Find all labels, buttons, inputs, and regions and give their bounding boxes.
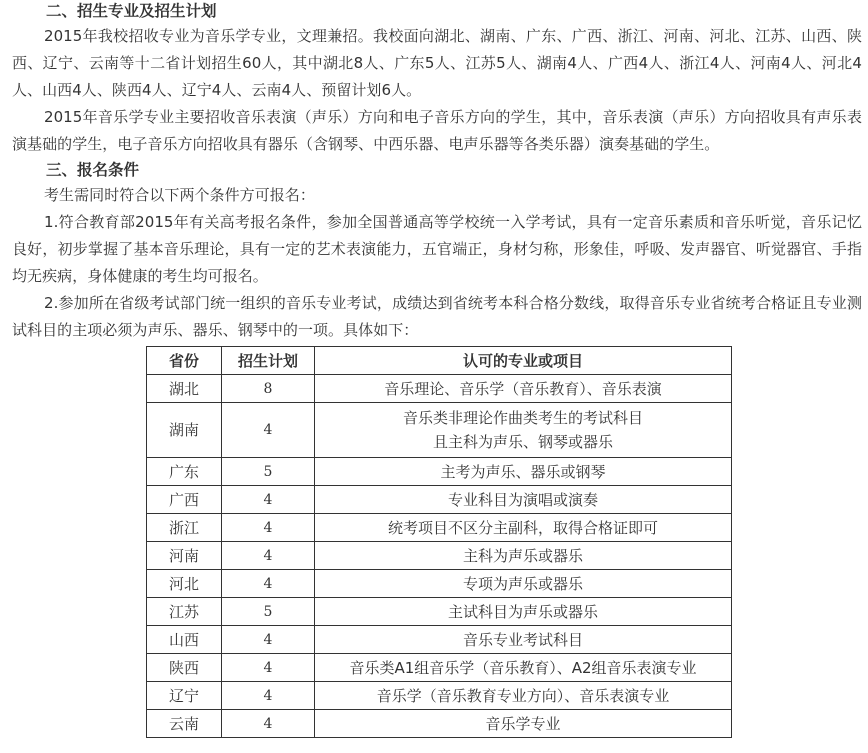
item-cell: 音乐类A1组音乐学（音乐教育）、A2组音乐表演专业 xyxy=(315,654,732,682)
table-row xyxy=(147,458,732,486)
item-cell: 主考为声乐、器乐或钢琴 xyxy=(315,458,732,486)
table-row xyxy=(147,710,732,738)
item-cell: 音乐学专业 xyxy=(315,710,732,738)
table-row xyxy=(147,403,732,458)
plan-cell: 5 xyxy=(222,458,315,486)
province-cell: 湖南 xyxy=(147,403,222,458)
plan-cell: 4 xyxy=(222,403,315,458)
enrollment-paragraph-2: 2015年音乐学专业主要招收音乐表演（声乐）方向和电子音乐方向的学生，其中，音乐表演（声乐）方向招收具有声乐表演基础的学生，电子音乐方向招收具有器乐（含钢琴、中西乐器、电声乐器等各类乐器）演奏基础的学生。 xyxy=(12,108,862,153)
section-title-requirements: 三、报名条件 xyxy=(46,161,140,179)
table-row xyxy=(147,598,732,626)
plan-cell: 5 xyxy=(222,598,315,626)
plan-cell: 4 xyxy=(222,682,315,710)
province-cell: 浙江 xyxy=(147,514,222,542)
item-cell: 音乐理论、音乐学（音乐教育）、音乐表演 xyxy=(315,375,732,403)
plan-cell: 4 xyxy=(222,626,315,654)
section-title-enrollment-plan: 二、招生专业及招生计划 xyxy=(46,2,217,20)
province-cell: 山西 xyxy=(147,626,222,654)
province-cell: 河北 xyxy=(147,570,222,598)
table-header-row xyxy=(147,347,732,375)
item-cell: 音乐学（音乐教育专业方向）、音乐表演专业 xyxy=(315,682,732,710)
province-cell: 湖北 xyxy=(147,375,222,403)
plan-cell: 4 xyxy=(222,570,315,598)
requirement-2: 2.参加所在省级考试部门统一组织的音乐专业考试，成绩达到省统考本科合格分数线，取得音乐专业省统考合格证且专业测试科目的主项必须为声乐、器乐、钢琴中的一项。具体如下： xyxy=(12,294,862,339)
province-cell: 陕西 xyxy=(147,654,222,682)
item-cell xyxy=(315,403,732,458)
plan-cell: 4 xyxy=(222,542,315,570)
item-cell: 专项为声乐或器乐 xyxy=(315,570,732,598)
plan-cell: 4 xyxy=(222,486,315,514)
province-cell: 广西 xyxy=(147,486,222,514)
plan-cell: 4 xyxy=(222,710,315,738)
item-cell: 主试科目为声乐或器乐 xyxy=(315,598,732,626)
table-row xyxy=(147,654,732,682)
table-row xyxy=(147,682,732,710)
plan-cell: 4 xyxy=(222,514,315,542)
province-cell: 河南 xyxy=(147,542,222,570)
column-header-accepted-items: 认可的专业或项目 xyxy=(315,347,732,375)
province-quota-table xyxy=(146,346,732,738)
column-header-plan: 招生计划 xyxy=(222,347,315,375)
enrollment-paragraph-1: 2015年我校招收专业为音乐学专业，文理兼招。我校面向湖北、湖南、广东、广西、浙江、河南、河北、江苏、山西、陕西、辽宁、云南等十二省计划招生60人，其中湖北8人、广东5人、江苏5人、湖南4人、广西4人、浙江4人、河南4人、河北4人、山西4人、陕西4人、辽宁4人、云南4人、预留计划6人。 xyxy=(12,27,862,99)
requirement-1: 1.符合教育部2015年有关高考报名条件，参加全国普通高等学校统一入学考试，具有一定音乐素质和音乐听觉，音乐记忆良好，初步掌握了基本音乐理论，具有一定的艺术表演能力，五官端正，身材匀称，形象佳，呼吸、发声器官、听觉器官、手指均无疾病，身体健康的考生均可报名。 xyxy=(12,213,862,285)
item-cell: 专业科目为演唱或演奏 xyxy=(315,486,732,514)
column-header-province: 省份 xyxy=(147,347,222,375)
item-cell-line: 且主科为声乐、钢琴或器乐 xyxy=(432,433,613,451)
table-row xyxy=(147,514,732,542)
plan-cell: 8 xyxy=(222,375,315,403)
province-cell: 云南 xyxy=(147,710,222,738)
table-row xyxy=(147,375,732,403)
requirements-intro: 考生需同时符合以下两个条件方可报名： xyxy=(44,186,315,204)
table-row xyxy=(147,570,732,598)
table-row xyxy=(147,486,732,514)
province-cell: 广东 xyxy=(147,458,222,486)
province-cell: 江苏 xyxy=(147,598,222,626)
item-cell: 音乐专业考试科目 xyxy=(315,626,732,654)
table-row xyxy=(147,542,732,570)
item-cell: 统考项目不区分主副科，取得合格证即可 xyxy=(315,514,732,542)
province-cell: 辽宁 xyxy=(147,682,222,710)
table-row xyxy=(147,626,732,654)
plan-cell: 4 xyxy=(222,654,315,682)
item-cell-line: 音乐类非理论作曲类考生的考试科目 xyxy=(402,409,643,427)
item-cell: 主科为声乐或器乐 xyxy=(315,542,732,570)
